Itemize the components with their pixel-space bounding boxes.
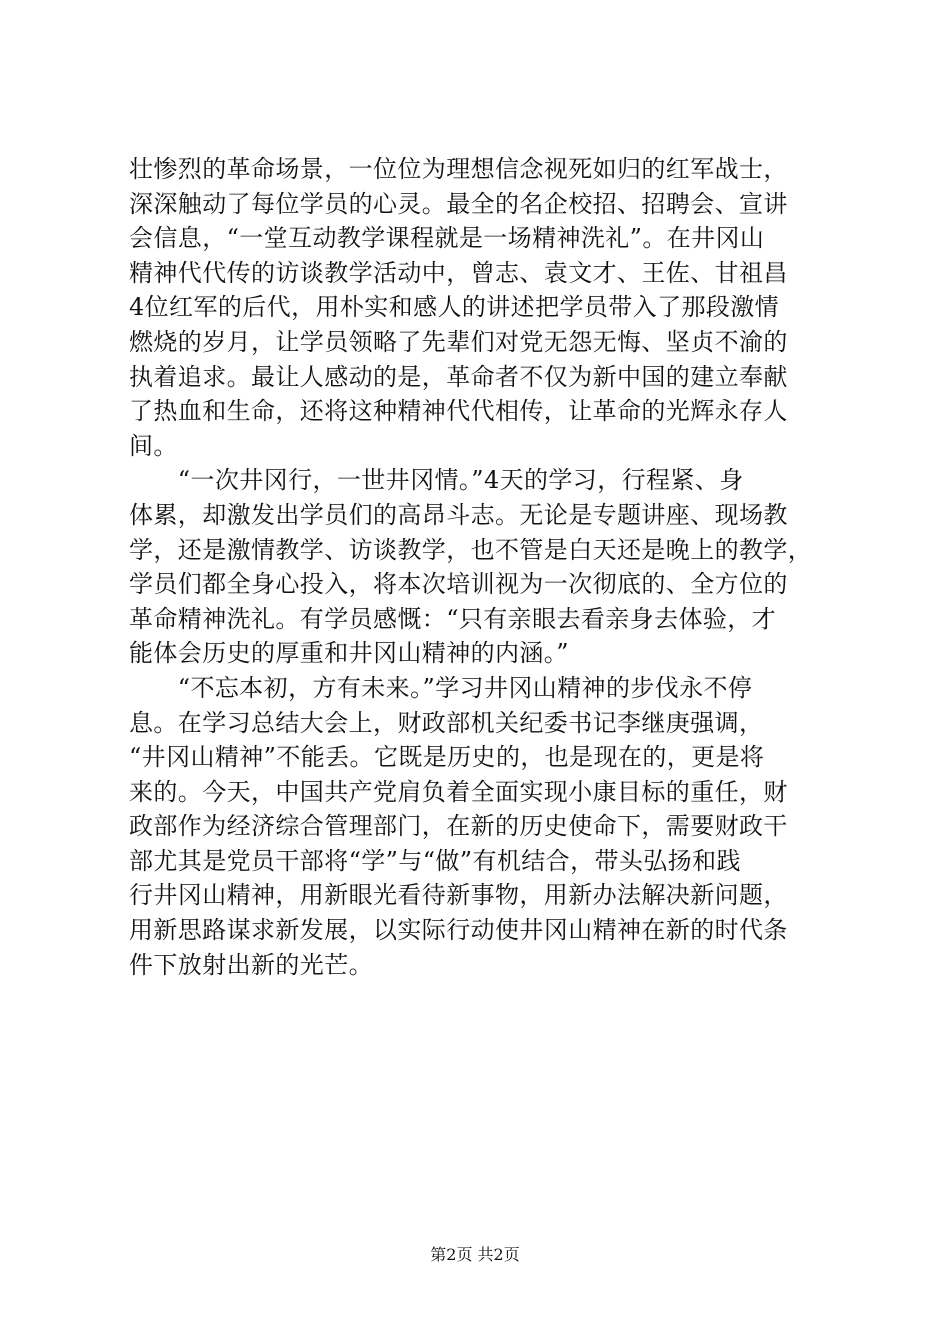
text-line: 间。: [129, 431, 178, 460]
text-line: “不忘本初，方有未来。”学习井冈山精神的步伐永不停: [129, 673, 753, 702]
text-line: 执着追求。最让人感动的是，革命者不仅为新中国的建立奉献: [129, 362, 788, 391]
text-line: 体累，却激发出学员们的高昂斗志。无论是专题讲座、现场教: [129, 500, 788, 529]
text-line: 用新思路谋求新发展，以实际行动使井冈山精神在新的时代条: [129, 916, 788, 945]
text-line: 息。在学习总结大会上，财政部机关纪委书记李继庚强调，: [129, 708, 764, 737]
text-line: 壮惨烈的革命场景，一位位为理想信念视死如归的红军战士，: [129, 155, 788, 183]
text-line: 了热血和生命，还将这种精神代代相传，让革命的光辉永存人: [129, 397, 788, 426]
text-line: “一次井冈行，一世井冈情。”4天的学习，行程紧、身: [129, 466, 744, 495]
text-line: 学员们都全身心投入，将本次培训视为一次彻底的、全方位的: [129, 570, 788, 599]
page-footer: 第2页 共2页: [430, 1245, 520, 1264]
text-line: 燃烧的岁月，让学员领略了先辈们对党无怨无悔、坚贞不渝的: [129, 327, 788, 356]
text-line: 革命精神洗礼。有学员感慨：“只有亲眼去看亲身去体验，才: [129, 604, 777, 633]
text-line: 能体会历史的厚重和井冈山精神的内涵。”: [129, 639, 569, 668]
text-line: 行井冈山精神，用新眼光看待新事物，用新办法解决新问题，: [129, 881, 788, 910]
text-line: “井冈山精神”不能丢。它既是历史的，也是现在的，更是将: [129, 743, 765, 772]
text-line: 精神代代传的访谈教学活动中，曾志、袁文才、王佐、甘祖昌: [129, 258, 788, 287]
text-line: 学，还是激情教学、访谈教学，也不管是白天还是晚上的教学，: [129, 535, 813, 564]
text-line: 4位红军的后代，用朴实和感人的讲述把学员带入了那段激情: [129, 293, 780, 322]
text-line: 来的。今天，中国共产党肩负着全面实现小康目标的重任，财: [129, 777, 788, 806]
text-line: 部尤其是党员干部将“学”与“做”有机结合，带头弘扬和践: [129, 846, 741, 875]
text-line: 会信息，“一堂互动教学课程就是一场精神洗礼”。在井冈山: [129, 224, 765, 253]
body-text: [129, 152, 829, 982]
text-line: 政部作为经济综合管理部门，在新的历史使命下，需要财政干: [129, 812, 788, 841]
text-line: 深深触动了每位学员的心灵。最全的名企校招、招聘会、宣讲: [129, 189, 788, 218]
text-line: 件下放射出新的光芒。: [129, 950, 373, 979]
